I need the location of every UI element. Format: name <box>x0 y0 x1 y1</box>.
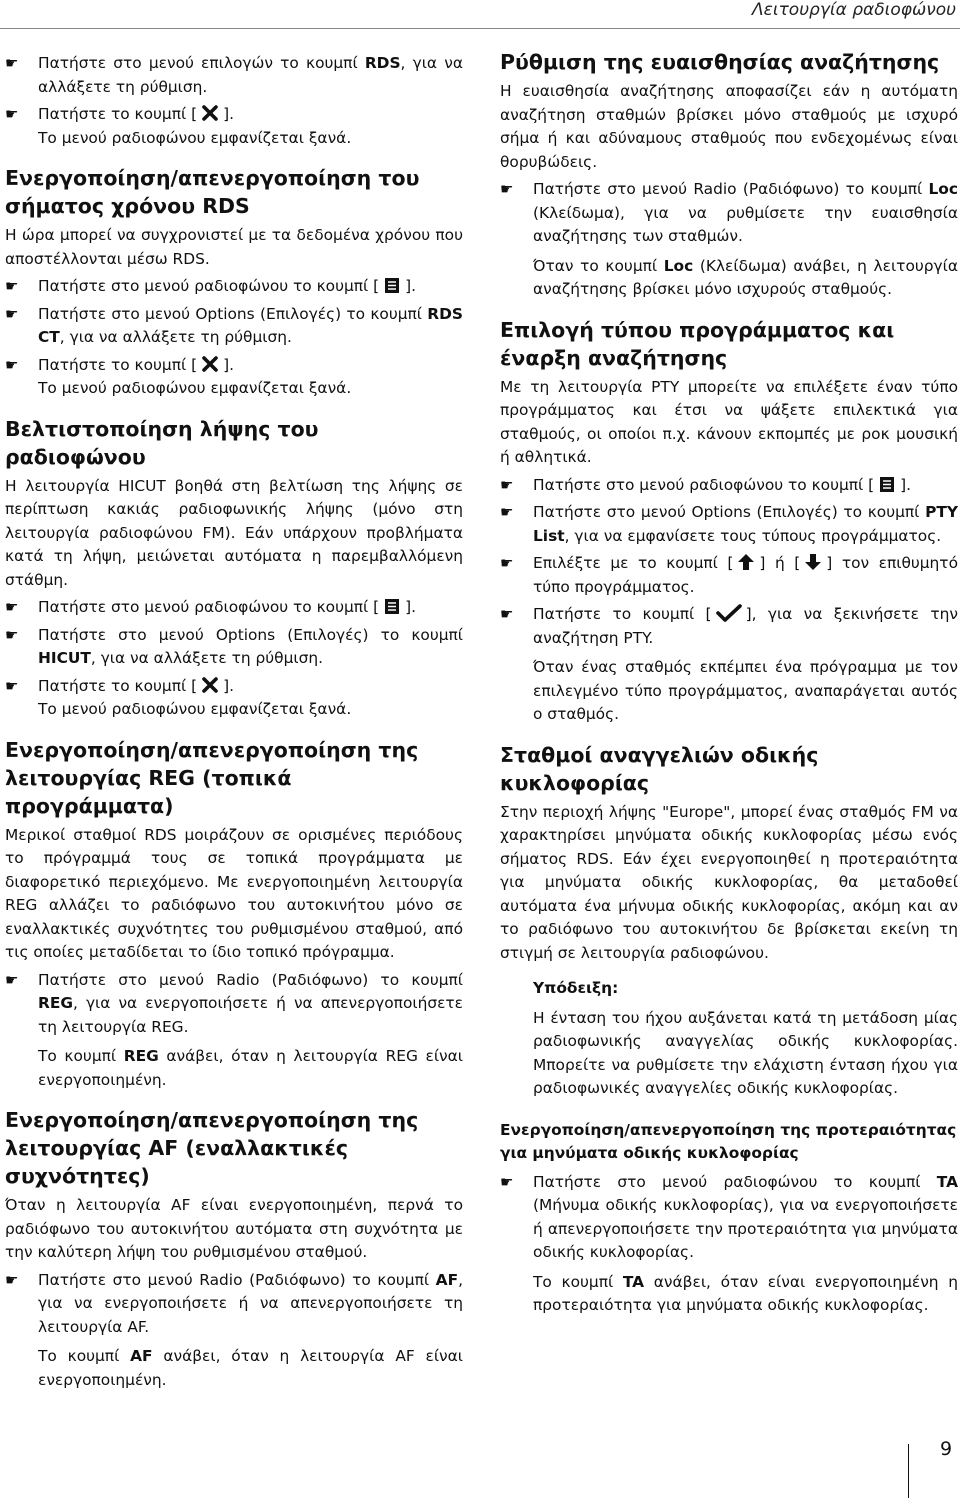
right-column <box>500 48 958 1318</box>
close-icon <box>200 103 220 123</box>
step-result: Όταν το κουμπί Loc (Κλείδωμα) ανάβει, η λειτουργία αναζήτησης βρίσκει μόνο ισχυρούς σταθμούς. <box>533 256 958 298</box>
page-header-title: Λειτουργία ραδιοφώνου <box>752 0 956 20</box>
step: ☛ Πατήστε στο μενού ραδιοφώνου το κουμπί TA (Μήνυμα οδικής κυκλοφορίας), για να ενεργοποιήσετε ή απενεργοποιήσετε την προτεραιότητα για μηνύματα οδικής κυκλοφορίας. <box>500 1172 958 1261</box>
paragraph: Η ευαισθησία αναζήτησης αποφασίζει εάν η αυτόματη αναζήτηση σταθμών βρίσκει μόνο σταθμούς με ισχυρό σήμα ή και αδύναμους σταθμούς που ενδεχομένως είναι θορυβώδεις. <box>500 82 958 171</box>
pointing-hand-icon: ☛ <box>5 970 19 989</box>
header-rule <box>0 28 960 29</box>
section-heading: Επιλογή τύπου προγράμματος και έναρξη αναζήτησης <box>500 317 895 370</box>
pointing-hand-icon: ☛ <box>5 676 19 695</box>
pointing-hand-icon: ☛ <box>5 355 19 374</box>
paragraph: Μερικοί σταθμοί RDS μοιράζουν σε ορισμένες περιόδους το πρόγραμμά τους σε τοπικά προγράμματα με διαφορετικό περιεχόμενο. Με ενεργοποιημένη λειτουργία REG αλλάζει το ραδιόφωνο του αυτοκινήτου μόνο σε εναλλακτικές συχνότητες του ρυθμισμένου σταθμού, από τις οποίες μεταδίδεται το ίδιο τοπικό πρόγραμμα. <box>5 825 463 961</box>
close-icon <box>200 675 220 695</box>
step: ☛ Πατήστε στο μενού Options (Επιλογές) το κουμπί PTY List, για να εμφανίσετε τους τύπους προγράμματος. <box>500 503 958 545</box>
paragraph: Όταν η λειτουργία AF είναι ενεργοποιημένη, περνά το ραδιόφωνο του αυτοκινήτου αυτόματα στη συχνότητα με την καλύτερη λήψη του ρυθμισμένου σταθμού. <box>5 1196 463 1261</box>
step: ☛ Πατήστε το κουμπί [ ]. Το μενού ραδιοφώνου εμφανίζεται ξανά. <box>5 676 352 718</box>
step: ☛ Πατήστε στο μενού ραδιοφώνου το κουμπί [ ]. <box>500 474 958 498</box>
step: ☛ Πατήστε στο μενού Options (Επιλογές) το κουμπί HICUT, για να αλλάξετε τη ρύθμιση. <box>5 625 463 667</box>
section-heading: Ενεργοποίηση/απενεργοποίηση του σήματος χρόνου RDS <box>5 166 420 218</box>
step: ☛ Πατήστε στο μενού επιλογών το κουμπί RDS, για να αλλάξετε τη ρύθμιση. <box>5 54 463 96</box>
step-result: Όταν ένας σταθμός εκπέμπει ένα πρόγραμμα με τον επιλεγμένο τύπο προγράμματος, αναπαράγεται αυτός ο σταθμός. <box>533 658 958 723</box>
paragraph: Με τη λειτουργία PTY μπορείτε να επιλέξετε έναν τύπο προγράμματος και έτσι να ψάξετε επιλεκτικά για σταθμούς, οι οποίοι π.χ. κάνουν εκπομπές με ροκ μουσική ή αθλητικά. <box>500 377 958 466</box>
pointing-hand-icon: ☛ <box>5 598 19 616</box>
step-result: Το κουμπί AF ανάβει, όταν η λειτουργία AF είναι ενεργοποιημένη. <box>38 1347 463 1389</box>
pointing-hand-icon: ☛ <box>5 277 19 295</box>
note-body: Η ένταση του ήχου αυξάνεται κατά τη μετάδοση μίας ραδιοφωνικής αναγγελίας οδικής κυκλοφορίας. Μπορείτε να ρυθμίσετε την ελάχιστη ένταση ήχου για ραδιοφωνικές αναγγελίες οδικής κυκλοφορίας. <box>533 1008 958 1097</box>
step: ☛ Πατήστε στο μενού Radio (Ραδιόφωνο) το κουμπί AF, για να ενεργοποιήσετε ή να απενεργοποιήσετε τη λειτουργία AF. <box>5 1270 463 1336</box>
left-column <box>5 48 463 1392</box>
step: ☛ Πατήστε το κουμπί [ ]. Το μενού ραδιοφώνου εμφανίζεται ξανά. <box>5 355 352 397</box>
checkmark-icon <box>715 603 743 623</box>
pointing-hand-icon: ☛ <box>5 105 19 123</box>
pointing-hand-icon: ☛ <box>5 54 19 72</box>
arrow-down-icon <box>803 552 823 572</box>
pointing-hand-icon: ☛ <box>500 180 514 198</box>
step: ☛ Πατήστε στο μενού ραδιοφώνου το κουμπί [ ]. <box>5 275 463 299</box>
pointing-hand-icon: ☛ <box>5 304 19 323</box>
pointing-hand-icon: ☛ <box>5 625 19 644</box>
pointing-hand-icon: ☛ <box>500 1172 514 1191</box>
step: ☛ Πατήστε το κουμπί [ ]. Το μενού ραδιοφώνου εμφανίζεται ξανά. <box>5 105 352 147</box>
section-heading: Βελτιστοποίηση λήψης του ραδιοφώνου <box>5 416 319 469</box>
section-heading: Ενεργοποίηση/απενεργοποίηση της λειτουργίας AF (εναλλακτικές συχνότητες) <box>5 1108 419 1188</box>
pointing-hand-icon: ☛ <box>500 503 514 521</box>
close-icon <box>200 354 220 374</box>
section-heading: Ενεργοποίηση/απενεργοποίηση της λειτουργίας REG (τοπικά προγράμματα) <box>5 737 419 818</box>
paragraph: Η λειτουργία HICUT βοηθά στη βελτίωση της λήψης σε περίπτωση κακιάς ραδιοφωνικής λήψης (μόνο στη λειτουργία ραδιοφώνου FM). Εάν υπάρχουν προβλήματα κατά τη λήψη, μειώνεται αυτόματα η παρεμβαλλόμενη στάθμη. <box>5 476 463 589</box>
step: ☛ Πατήστε στο μενού Options (Επιλογές) το κουμπί RDS CT, για να αλλάξετε τη ρύθμιση. <box>5 304 463 346</box>
paragraph: Στην περιοχή λήψης "Europe", μπορεί ένας σταθμός FM να χαρακτηρίσει μηνύματα οδικής κυκλοφορίας μέσω ενός σήματος RDS. Εάν έχει ενεργοποιηθεί η προτεραιότητα για μηνύματα οδικής κυκλοφορίας, θα μεταδοθεί αυτόματα ένα μήνυμα οδικής κυκλοφορίας, ακόμη και αν το ραδιόφωνο του αυτοκινήτου δε βρίσκεται εκείνη τη στιγμή σε λειτουργία ραδιοφώνου. <box>500 802 958 962</box>
step: ☛ Πατήστε στο μενού Radio (Ραδιόφωνο) το κουμπί Loc (Κλείδωμα), για να ρυθμίσετε την ευαισθησία αναζήτησης των σταθμών. <box>500 180 958 245</box>
paragraph: Η ώρα μπορεί να συγχρονιστεί με τα δεδομένα χρόνου που αποστέλλονται μέσω RDS. <box>5 226 463 268</box>
note-title: Υπόδειξη: <box>533 979 619 997</box>
step: ☛ Επιλέξτε με το κουμπί [ ] ή [ ] τον επιθυμητό τύπο προγράμματος. <box>500 554 958 596</box>
menu-list-icon <box>382 275 402 295</box>
step: ☛ Πατήστε το κουμπί [ ], για να ξεκινήσετε την αναζήτηση PTY. <box>500 605 958 647</box>
pointing-hand-icon: ☛ <box>5 1270 19 1289</box>
menu-list-icon <box>382 596 402 616</box>
section-heading: Σταθμοί αναγγελιών οδικής κυκλοφορίας <box>500 742 819 795</box>
footer-rule <box>908 1444 909 1498</box>
menu-list-icon <box>877 474 897 494</box>
pointing-hand-icon: ☛ <box>500 605 514 623</box>
pointing-hand-icon: ☛ <box>500 475 514 494</box>
step: ☛ Πατήστε στο μενού ραδιοφώνου το κουμπί [ ]. <box>5 596 463 620</box>
arrow-up-icon <box>736 552 756 572</box>
pointing-hand-icon: ☛ <box>500 554 514 572</box>
page-number: 9 <box>940 1438 953 1460</box>
step-result: Το κουμπί TA ανάβει, όταν είναι ενεργοποιημένη η προτεραιότητα για μηνύματα οδικής κυκλοφορίας. <box>533 1272 958 1314</box>
section-heading: Ρύθμιση της ευαισθησίας αναζήτησης <box>500 50 940 74</box>
step: ☛ Πατήστε στο μενού Radio (Ραδιόφωνο) το κουμπί REG, για να ενεργοποιήσετε ή να απενεργοποιήσετε τη λειτουργία REG. <box>5 970 463 1036</box>
step-result: Το κουμπί REG ανάβει, όταν η λειτουργία REG είναι ενεργοποιημένη. <box>38 1047 464 1089</box>
subsection-heading: Ενεργοποίηση/απενεργοποίηση της προτεραιότητας για μηνύματα οδικής κυκλοφορίας <box>500 1120 957 1162</box>
